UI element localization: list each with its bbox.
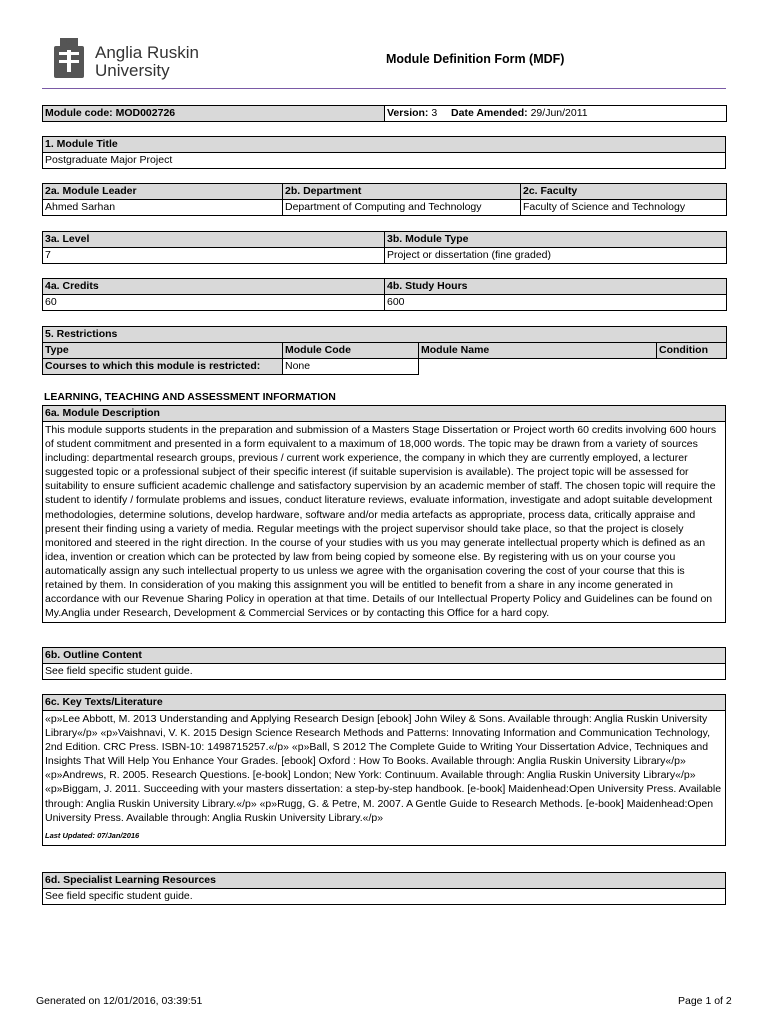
description-heading: 6a. Module Description [43,406,726,422]
department-heading: 2b. Department [283,184,521,200]
key-texts-cell [43,711,726,846]
restrictions-heading: 5. Restrictions [43,327,727,343]
study-hours-heading: 4b. Study Hours [385,279,727,295]
generated-timestamp: Generated on 12/01/2016, 03:39:51 [36,995,203,1007]
module-leader-heading: 2a. Module Leader [43,184,283,200]
credits-value: 60 [43,295,385,311]
description-table [42,405,726,623]
resources-heading: 6d. Specialist Learning Resources [43,873,726,889]
header-divider [42,88,726,89]
outline-table [42,647,726,680]
study-hours-value: 600 [385,295,727,311]
form-title: Module Definition Form (MDF) [386,52,565,66]
version-value: 3 [431,107,438,119]
version-label: Version: [387,107,429,119]
university-name: Anglia Ruskin University [95,43,199,80]
faculty-value: Faculty of Science and Technology [521,200,727,216]
module-leader-value: Ahmed Sarhan [43,200,283,216]
restrictions-row-label: Courses to which this module is restricted: [43,359,283,375]
level-value: 7 [43,248,385,264]
department-value: Department of Computing and Technology [283,200,521,216]
restrictions-table [42,326,727,375]
page-number: Page 1 of 2 [678,995,732,1007]
outline-heading: 6b. Outline Content [43,648,726,664]
restrictions-col-type: Type [43,343,283,359]
outline-text: See field specific student guide. [43,664,726,680]
lta-heading: LEARNING, TEACHING AND ASSESSMENT INFORMATION [44,391,336,403]
module-code: Module code: MOD002726 [43,106,385,122]
resources-table [42,872,726,905]
level-table [42,231,727,264]
restrictions-col-code: Module Code [283,343,419,359]
resources-text: See field specific student guide. [43,889,726,905]
restrictions-col-condition: Condition [657,343,727,359]
last-updated: Last Updated: 07/Jan/2016 [45,830,140,840]
module-meta-table [42,105,727,122]
leader-table [42,183,727,216]
description-text: This module supports students in the preparation and submission of a Masters Stage Dissertation or Project worth 60 credits involving 600 hours of student commitment and presented in a form equivalent to a maximum of 18,000 words. The topic may be drawn from a variety of sources including: departmental research groups, previous / current work experience, the company in which they are currently employed, a lecturer suggested topic or a professional subject of their specific interest (if suitable supervision is available). The project topic will be assessed for suitability to ensure sufficient academic challenge and satisfactory supervision by an academic member of staff. The chosen topic will require the student to identify / formulate problems and issues, conduct literature reviews, evaluate information, investigate and adopt suitable development methodologies, determine solutions, develop hardware, software and/or media artefacts as appropriate, process data, critically appraise and present their finding using a variety of media. Regular meetings with the project supervisor should take place, so that the project is closely monitored and steered in the right direction. In the course of your studies with us you may generate intellectual property which is defined as an idea, invention or creation which can be protected by law from being copied by someone else. By registering with us on your course you automatically assign any such intellectual property to us unless we agree with the organisation covering the cost of your course that this is retained by them. In consideration of you making this assignment you will be entitled to benefit from a share in any income generated in accordance with our Revenue Sharing Policy in operation at that time. Details of our Intellectual Property Policy and Guidelines can be found on My.Anglia under Research, Development & Commercial Services or by contacting this Office for a hard copy. [43,422,726,623]
key-texts-heading: 6c. Key Texts/Literature [43,695,726,711]
faculty-heading: 2c. Faculty [521,184,727,200]
level-heading: 3a. Level [43,232,385,248]
restrictions-col-name: Module Name [419,343,657,359]
module-title-value: Postgraduate Major Project [43,153,726,169]
date-amended-value: 29/Jun/2011 [530,107,588,119]
version-date-cell [385,106,727,122]
credits-heading: 4a. Credits [43,279,385,295]
date-amended-label: Date Amended: [451,107,528,119]
module-type-value: Project or dissertation (fine graded) [385,248,727,264]
restrictions-row-value: None [283,359,419,375]
module-type-heading: 3b. Module Type [385,232,727,248]
module-title-table [42,136,726,169]
key-texts-table [42,694,726,846]
credits-table [42,278,727,311]
key-texts-text: «p»Lee Abbott, M. 2013 Understanding and Applying Research Design [ebook] John Wiley & Sons. Available through: Anglia Ruskin University Library«/p» «p»Vaishnavi, V. K. 2015 Design Science Research Methods and Patterns: Innovating Information and Communication Technology, 2nd Edition. CRC Press. ISBN-10: 1498715257.«/p» «p»Ball, S 2012 The Complete Guide to Writing Your Dissertation Advice, Techniques and Insights That Will Help You Enhance Your Grades. [ebook] Oxford : How To Books. Available through: Anglia Ruskin University Library«/p» «p»Andrews, R. 2005. Research Questions. [e-book] London; New York: Continuum. Available through: Anglia Ruskin University Library«/p» «p»Biggam, J. 2011. Succeeding with your masters dissertation: a step-by-step handbook. [e-book] Maidenhead:Open University Press. Available through: Anglia Ruskin University Library.«/p» «p»Rugg, G. & Petre, M. 2007. A Gentle Guide to Research Methods. [e-book] Maidenhead:Open University Press. Available through: Anglia Ruskin University Library.«/p» [45,713,722,824]
module-title-heading: 1. Module Title [43,137,726,153]
